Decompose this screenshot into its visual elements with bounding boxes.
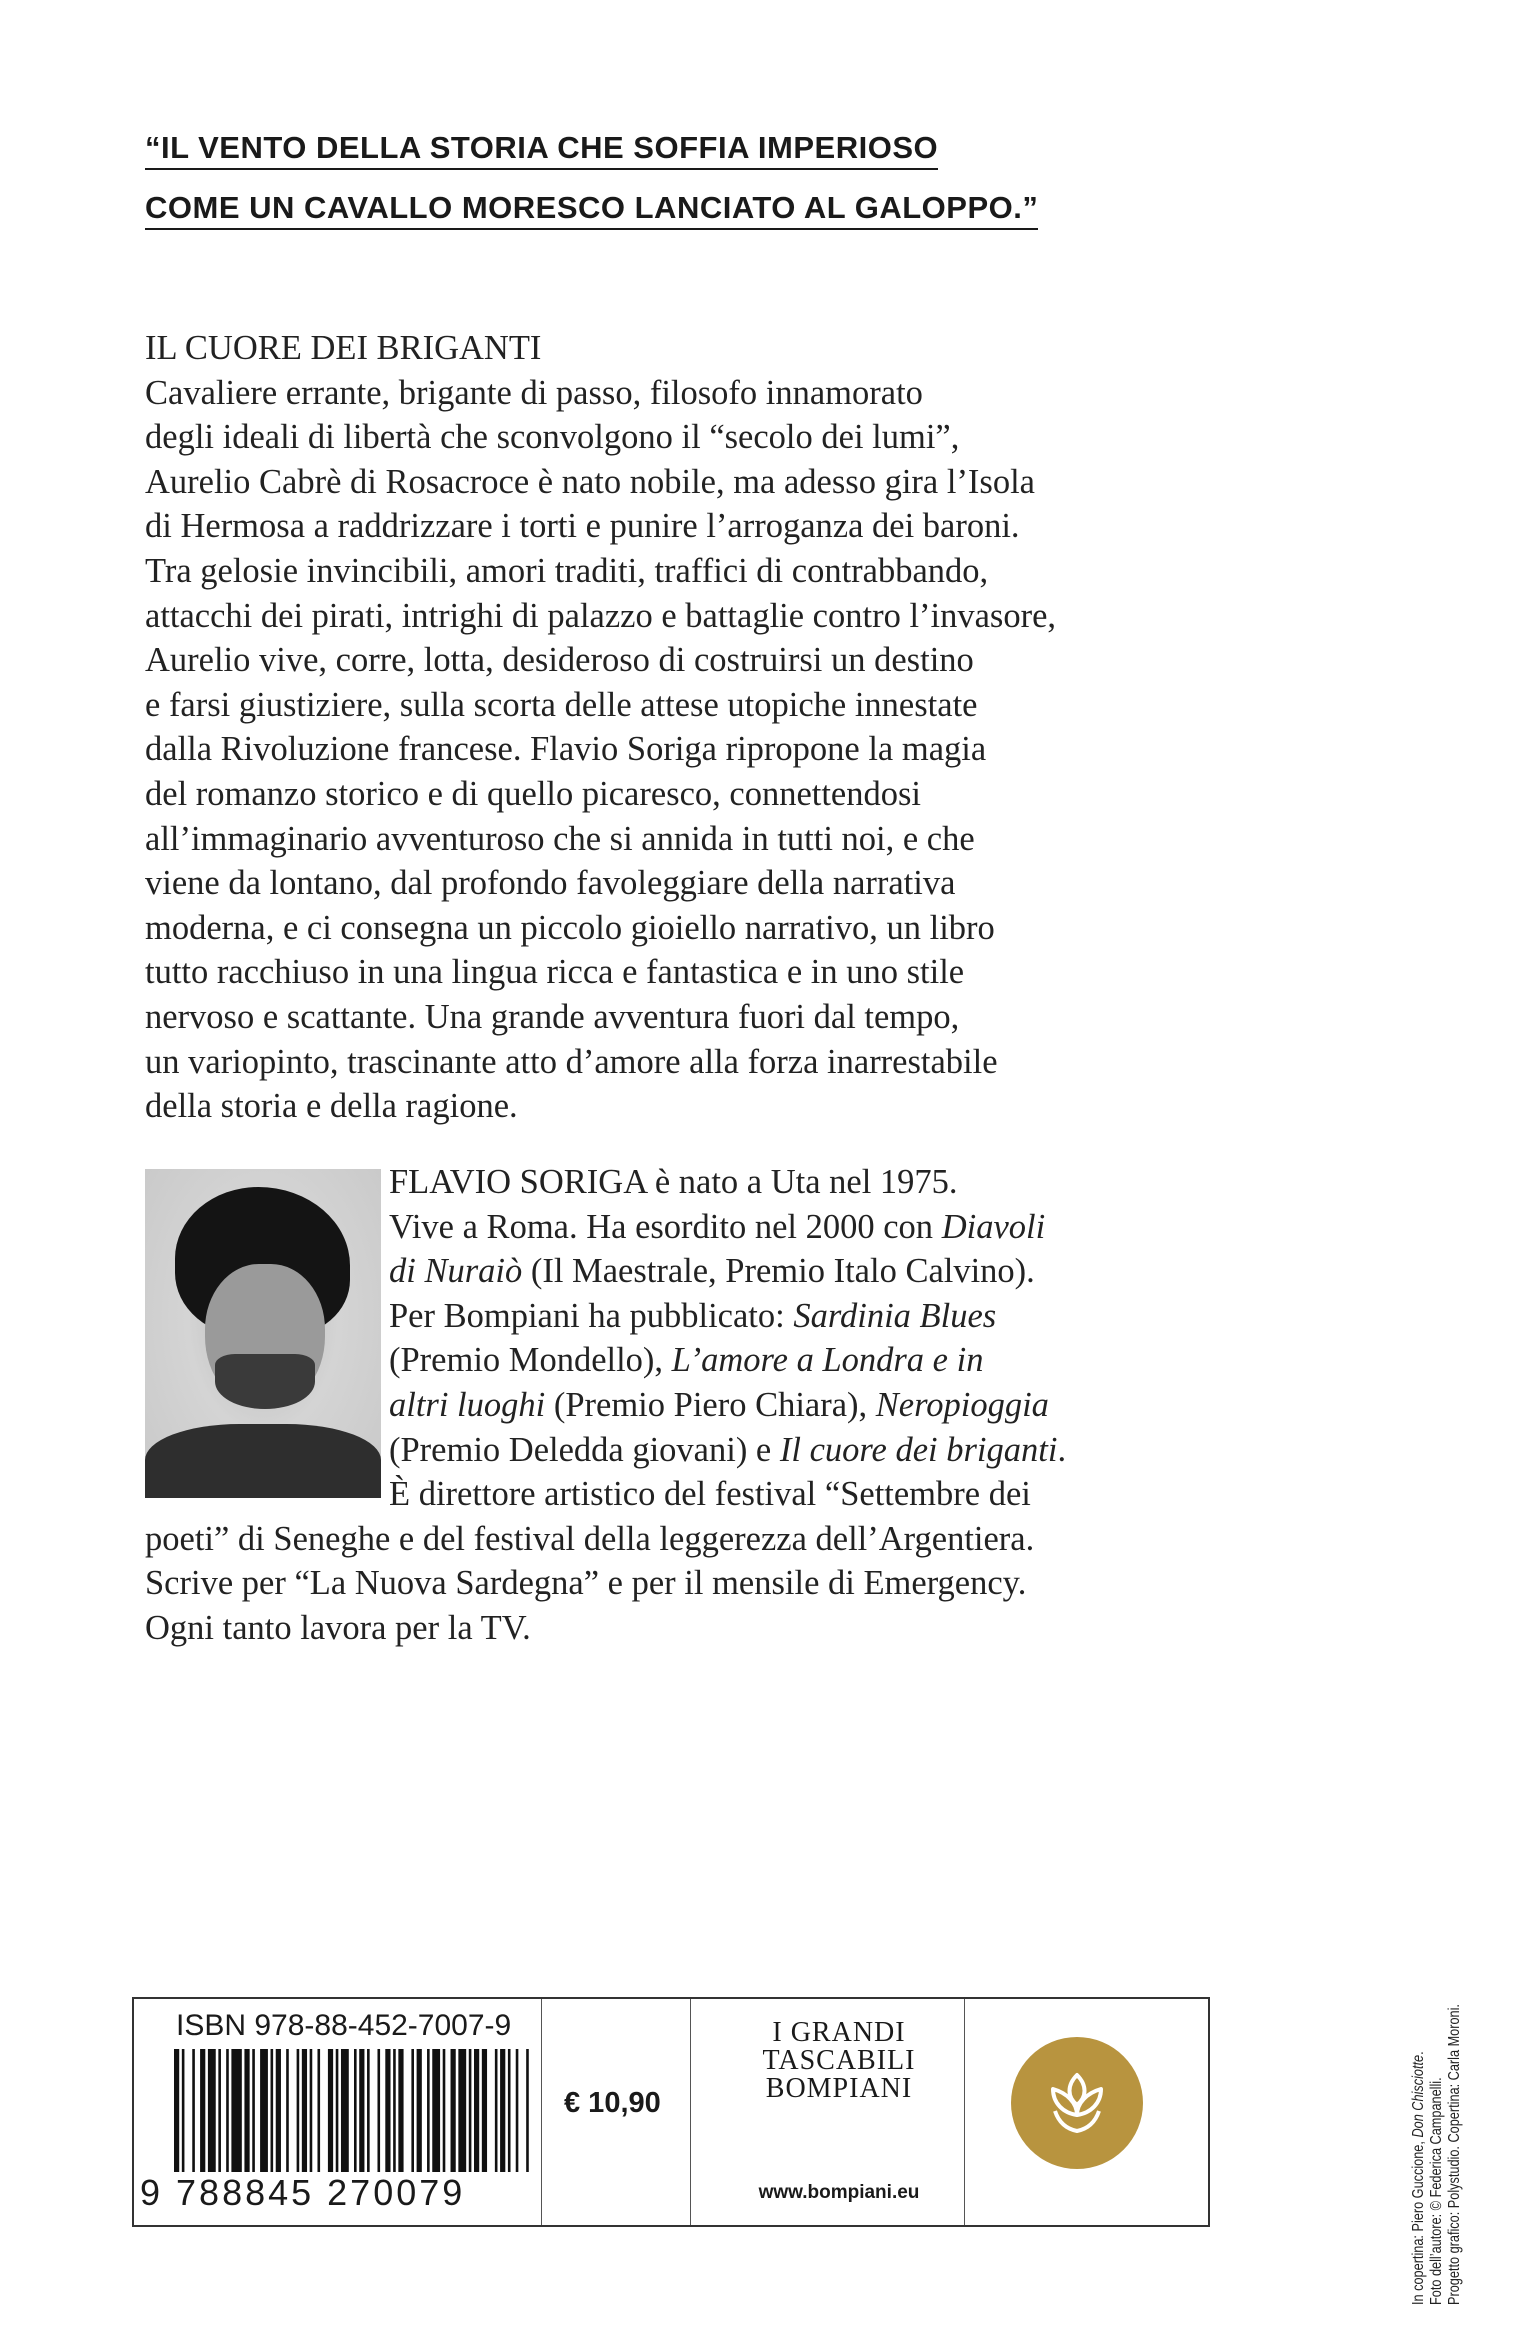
cover-credits-text — [1410, 1932, 1464, 2305]
series-line: I GRANDI — [772, 2017, 906, 2048]
synopsis-line: degli ideali di libertà che sconvolgono il “secolo dei lumi”, — [145, 418, 960, 457]
divider — [541, 1999, 542, 2225]
synopsis-line: del romanzo storico e di quello picaresco, connettendosi — [145, 774, 921, 813]
cover-credits — [1410, 1850, 1463, 2305]
series-line: TASCABILI — [762, 2045, 916, 2076]
synopsis-line: un variopinto, trascinante atto d’amore alla forza inarrestabile — [145, 1042, 998, 1081]
bio-line: di Nuraiò (Il Maestrale, Premio Italo Calvino). — [389, 1252, 1035, 1291]
synopsis-line: Tra gelosie invincibili, amori traditi, traffici di contrabbando, — [145, 551, 989, 590]
synopsis-line: della storia e della ragione. — [145, 1087, 518, 1126]
pull-quote-line: COME UN CAVALLO MORESCO LANCIATO AL GALOPPO.” — [145, 178, 1038, 238]
synopsis-line: viene da lontano, dal profondo favoleggiare della narrativa — [145, 864, 956, 903]
credit-line: In copertina: Piero Guccione, Don Chisciotte. — [1410, 2051, 1427, 2305]
synopsis-line: attacchi dei pirati, intrighi di palazzo e battaglie contro l’invasore, — [145, 596, 1057, 635]
credit-line: Foto dell’autore: © Federica Campanelli. — [1428, 2077, 1445, 2305]
photo-spacer — [145, 1160, 389, 1504]
book-info-box — [132, 1997, 1210, 2227]
bio-line: FLAVIO SORIGA è nato a Uta nel 1975. — [389, 1163, 958, 1201]
synopsis-line: Cavaliere errante, brigante di passo, filosofo innamorato — [145, 373, 923, 412]
credit-line: Progetto grafico: Polystudio. Copertina: Carla Moroni. — [1446, 2004, 1463, 2305]
synopsis-line: moderna, e ci consegna un piccolo gioiello narrativo, un libro — [145, 908, 995, 947]
bio-line: Per Bompiani ha pubblicato: Sardinia Blues — [389, 1296, 997, 1335]
synopsis-line: tutto racchiuso in una lingua ricca e fantastica e in uno stile — [145, 953, 965, 992]
barcode — [174, 2049, 534, 2179]
synopsis-line: di Hermosa a raddrizzare i torti e punire l’arroganza dei baroni. — [145, 507, 1020, 546]
divider — [690, 1999, 691, 2225]
synopsis-line: Aurelio Cabrè di Rosacroce è nato nobile, ma adesso gira l’Isola — [145, 462, 1035, 501]
price: € 10,90 — [564, 2087, 661, 2119]
bio-line: (Premio Mondello), L’amore a Londra e in — [389, 1341, 984, 1380]
synopsis-title: IL CUORE DEI BRIGANTI — [145, 329, 542, 367]
synopsis — [145, 326, 1275, 1129]
synopsis-line: all’immaginario avventuroso che si annida in tutti noi, e che — [145, 819, 975, 858]
synopsis-line: e farsi giustiziere, sulla scorta delle attese utopiche innestate — [145, 685, 978, 724]
bio-line: Scrive per “La Nuova Sardegna” e per il mensile di Emergency. — [145, 1564, 1027, 1603]
author-bio — [145, 1160, 1245, 1651]
bio-line: È direttore artistico del festival “Settembre dei — [389, 1475, 1031, 1514]
bio-line: (Premio Deledda giovani) e Il cuore dei briganti. — [389, 1430, 1067, 1469]
isbn-label: ISBN 978-88-452-7007-9 — [176, 2009, 512, 2042]
pull-quote-line: “IL VENTO DELLA STORIA CHE SOFFIA IMPERIOSO — [145, 118, 1038, 178]
series-name — [749, 2019, 929, 2103]
bio-line: Vive a Roma. Ha esordito nel 2000 con Diavoli — [389, 1207, 1046, 1246]
barcode-number: 9 788845 270079 — [140, 2172, 535, 2214]
bio-line: Ogni tanto lavora per la TV. — [145, 1608, 531, 1647]
bio-line: poeti” di Seneghe e del festival della leggerezza dell’Argentiera. — [145, 1519, 1035, 1558]
bompiani-flower-logo-icon — [1011, 2037, 1143, 2169]
pull-quote — [145, 118, 1038, 238]
divider — [964, 1999, 965, 2225]
synopsis-line: Aurelio vive, corre, lotta, desideroso di costruirsi un destino — [145, 641, 974, 680]
bio-line: altri luoghi (Premio Piero Chiara), Neropioggia — [389, 1385, 1049, 1424]
series-line: BOMPIANI — [765, 2073, 913, 2104]
website-link[interactable]: www.bompiani.eu — [758, 2182, 920, 2203]
synopsis-line: nervoso e scattante. Una grande avventura fuori dal tempo, — [145, 997, 960, 1036]
synopsis-line: dalla Rivoluzione francese. Flavio Soriga ripropone la magia — [145, 730, 987, 769]
